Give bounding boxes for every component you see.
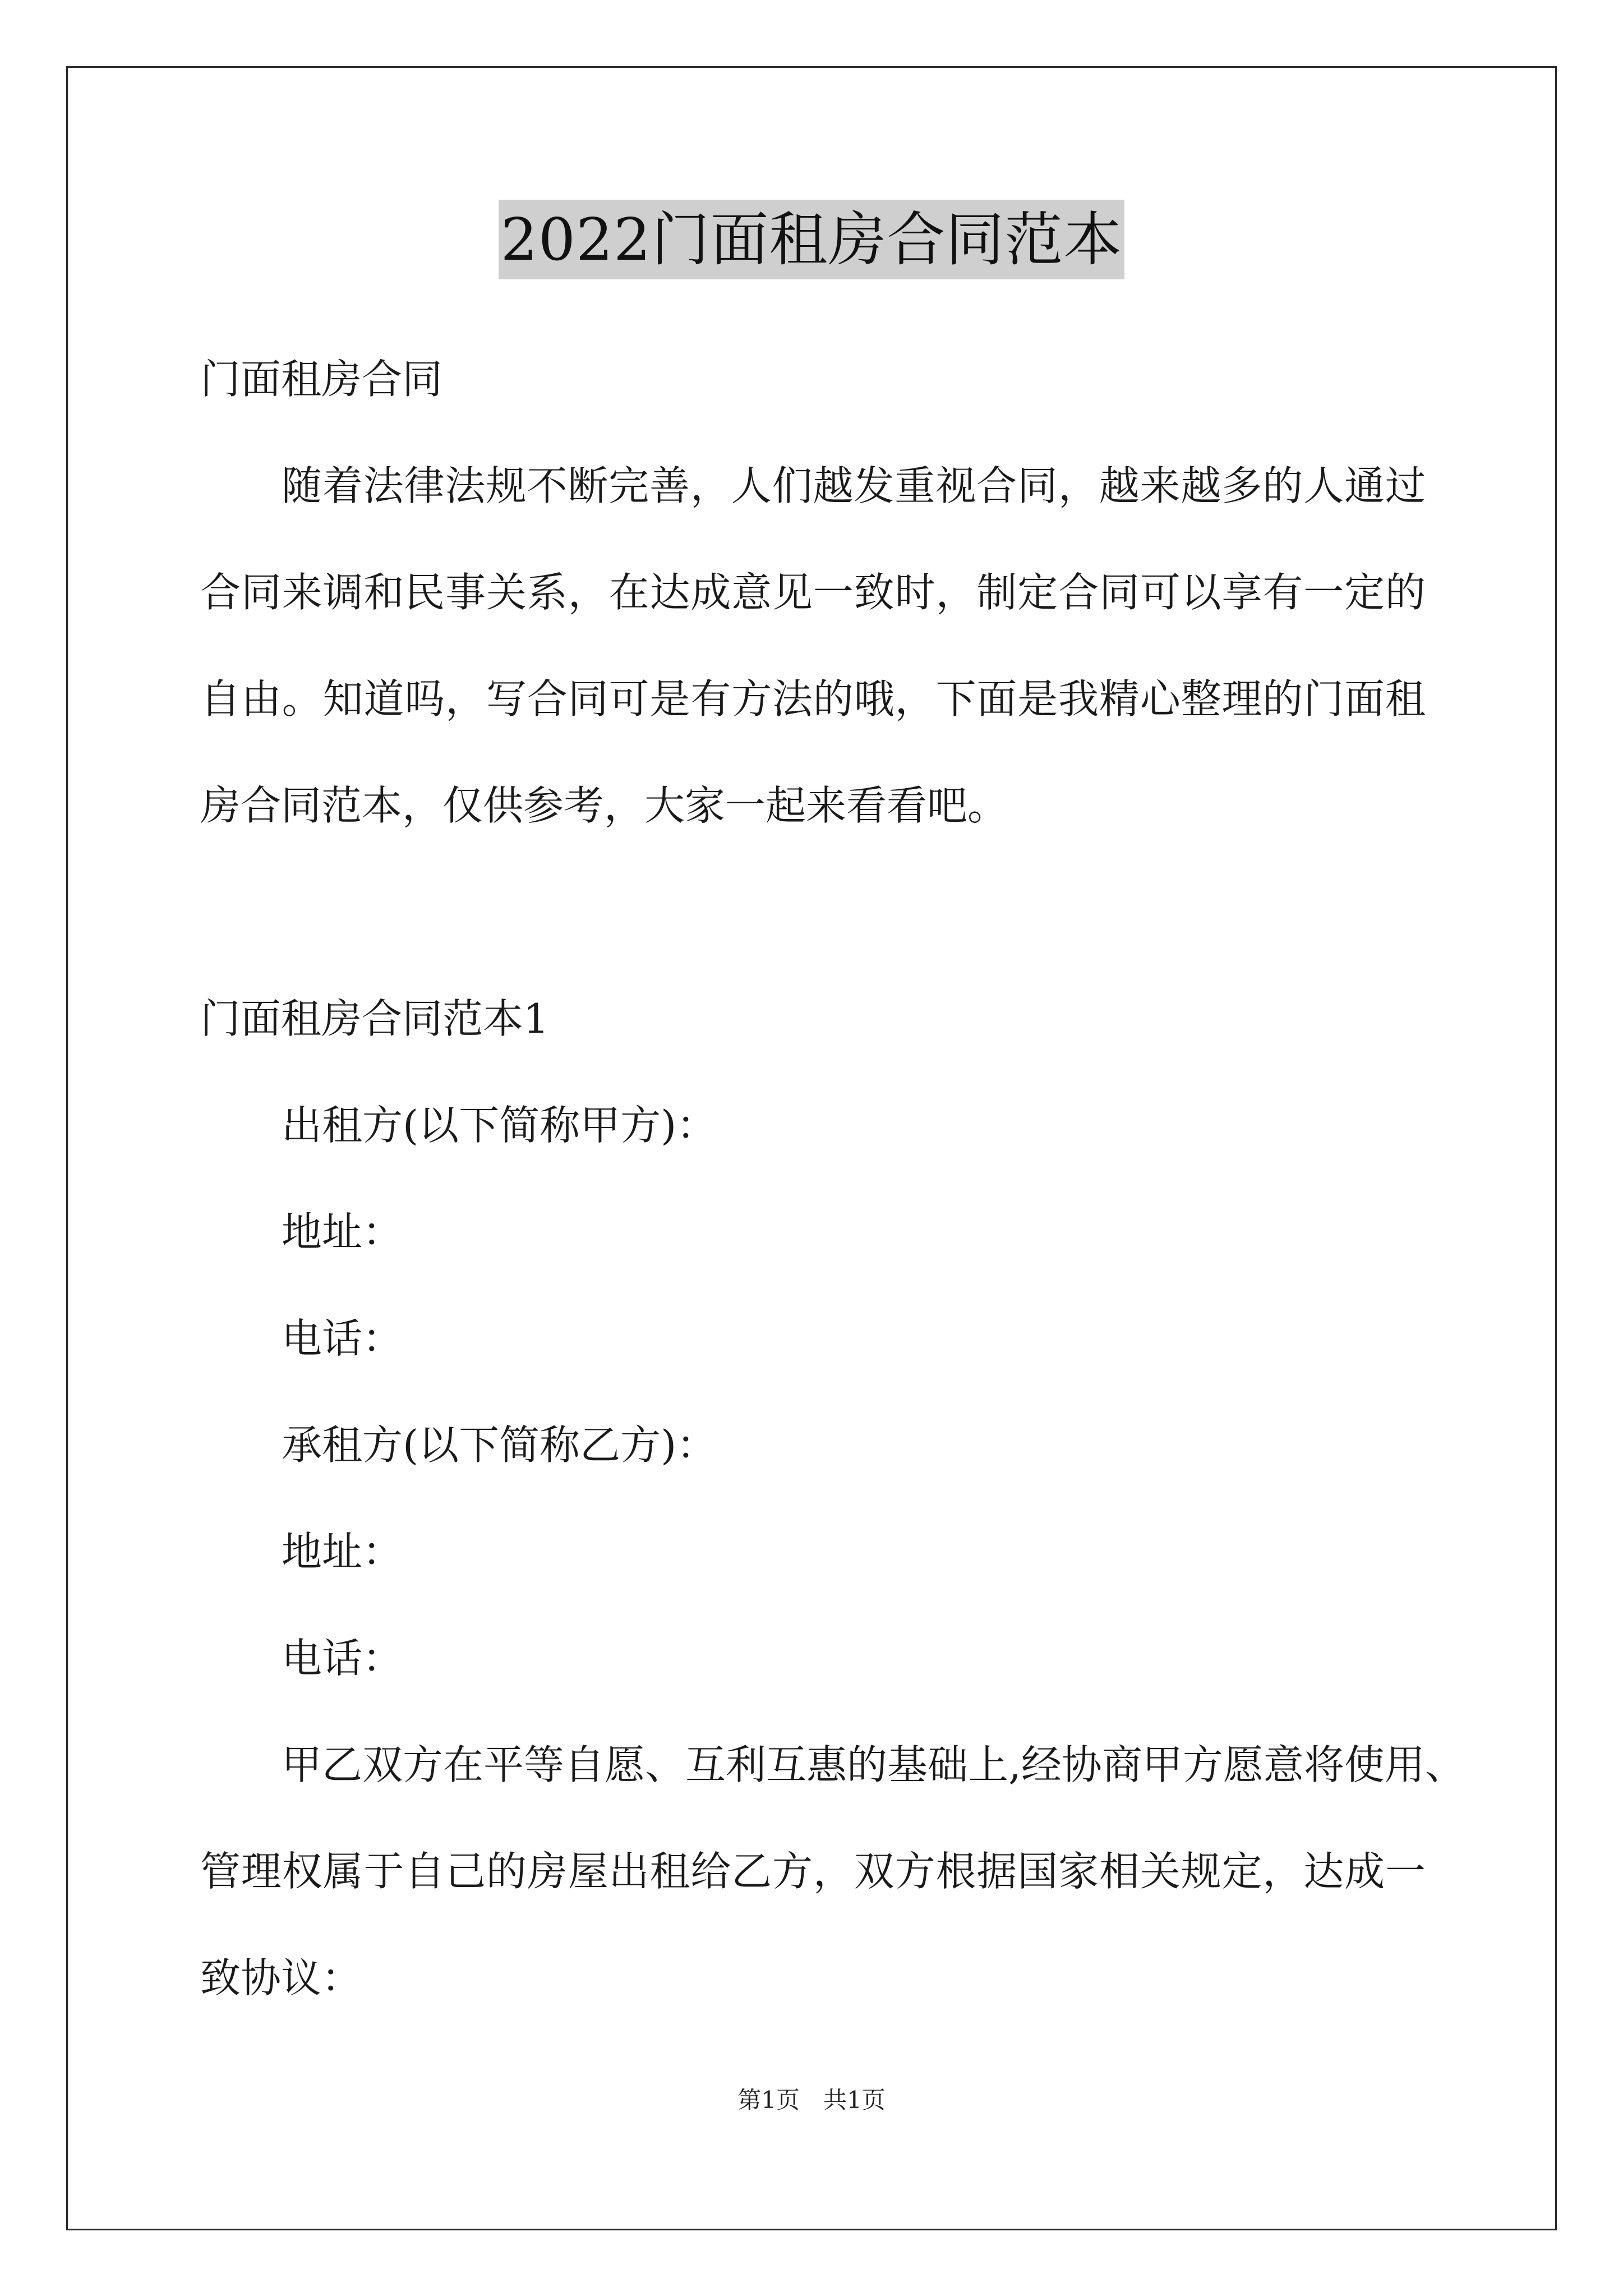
lessee-phone-label: 电话：	[282, 1635, 403, 1682]
page-footer: 第1页 共1页	[737, 2086, 886, 2114]
title-container	[0, 200, 1623, 279]
agreement-line-1: 甲乙双方在平等自愿、互利互惠的基础上,经协商甲方愿意将使用、	[282, 1741, 1465, 1788]
intro-line-4: 房合同范本，仅供参考，大家一起来看看吧。	[200, 782, 1008, 829]
intro-line-1: 随着法律法规不断完善，人们越发重视合同，越来越多的人通过	[282, 462, 1426, 509]
intro-line-2: 合同来调和民事关系，在达成意见一致时，制定合同可以享有一定的	[200, 569, 1426, 616]
lessee-label: 承租方(以下简称乙方)：	[282, 1421, 717, 1469]
intro-line-3: 自由。知道吗，写合同可是有方法的哦，下面是我精心整理的门面租	[200, 675, 1426, 723]
lessee-address-label: 地址：	[282, 1528, 403, 1575]
lessor-label: 出租方(以下简称甲方)：	[282, 1102, 717, 1149]
lessor-phone-label: 电话：	[282, 1315, 403, 1362]
lessor-address-label: 地址：	[282, 1208, 403, 1255]
document-title: 2022门面租房合同范本	[499, 200, 1125, 279]
heading-contract: 门面租房合同	[200, 356, 443, 403]
section-heading-sample-1: 门面租房合同范本1	[200, 995, 549, 1042]
agreement-line-2: 管理权属于自己的房屋出租给乙方，双方根据国家相关规定，达成一	[200, 1848, 1426, 1895]
agreement-line-3: 致协议：	[200, 1954, 362, 2001]
